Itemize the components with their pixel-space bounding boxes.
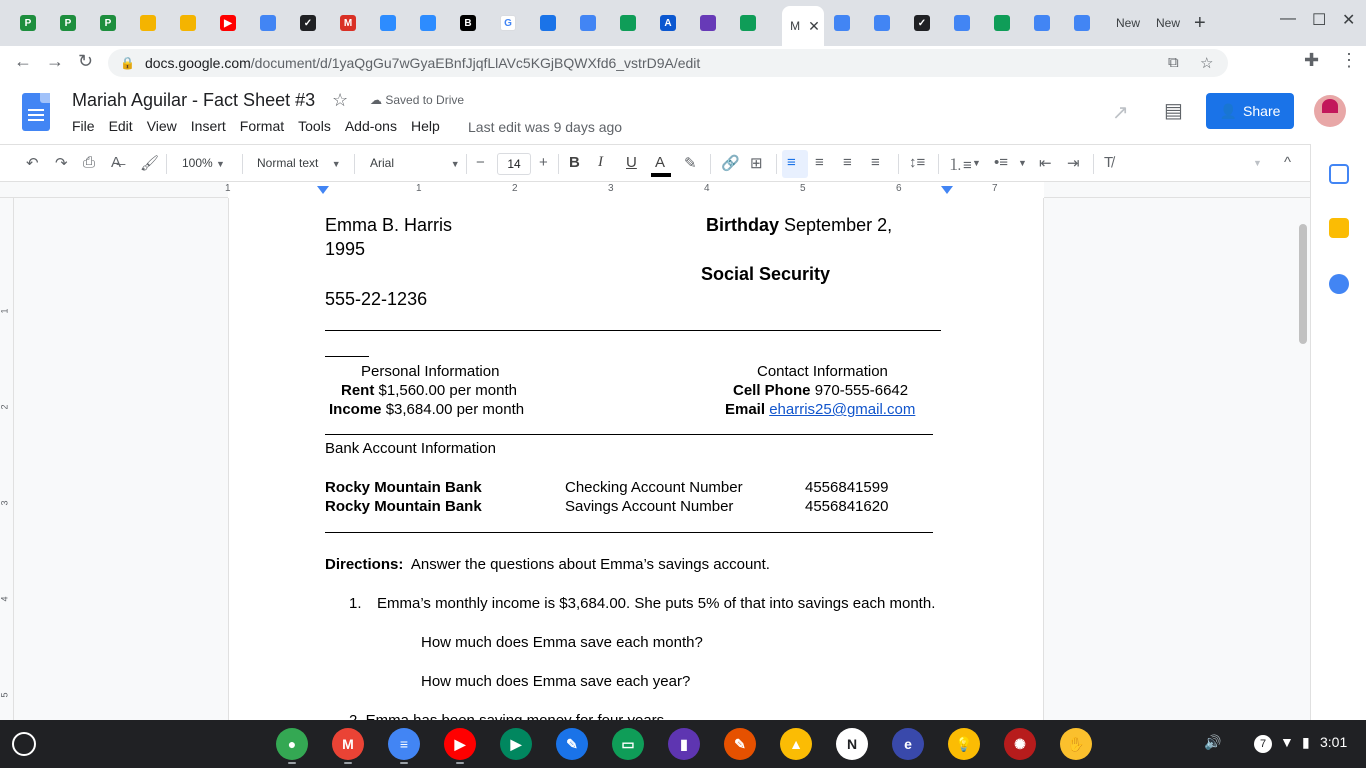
tab-slides-2[interactable] — [176, 8, 200, 38]
menu-tools[interactable]: Tools — [298, 118, 331, 134]
document-title[interactable]: Mariah Aguilar - Fact Sheet #3 — [72, 90, 316, 110]
question-1: Emma’s monthly income is $3,684.00. She puts 5% of that into savings each month. — [377, 595, 936, 612]
question-1a: How much does Emma save each month? — [421, 634, 703, 651]
menu-addons[interactable]: Add-ons — [344, 118, 397, 134]
rent-line: Rent $1,560.00 per month — [341, 382, 517, 399]
ruler-number: 6 — [896, 183, 902, 194]
tab-check[interactable] — [296, 8, 320, 38]
reload-icon[interactable]: ↻ — [78, 51, 94, 71]
email-link[interactable]: eharris25@gmail.com — [769, 401, 916, 418]
notification-count[interactable]: 7 — [1254, 735, 1272, 753]
tab-check-2-favicon-icon: ✓ — [914, 15, 930, 31]
minimize-icon[interactable]: — — [1280, 10, 1296, 27]
tab-new-1[interactable] — [1110, 8, 1146, 38]
tab-docs-3-favicon-icon — [874, 15, 890, 31]
editing-mode-chevron-icon[interactable]: ▼ — [1253, 158, 1262, 168]
extensions-puzzle-icon[interactable]: ✚ — [1304, 50, 1320, 70]
income-line: Income $3,684.00 per month — [329, 401, 525, 418]
horizontal-ruler — [0, 182, 1310, 198]
tab-classroom-3[interactable] — [990, 8, 1014, 38]
menu-view[interactable]: View — [146, 118, 177, 134]
tab-docs-2-favicon-icon — [580, 15, 596, 31]
tab-slides[interactable] — [136, 8, 160, 38]
tab-new-2[interactable] — [1150, 8, 1186, 38]
question-1b: How much does Emma save each year? — [421, 673, 691, 690]
tab-google[interactable] — [496, 8, 520, 38]
close-window-icon[interactable]: ✕ — [1342, 12, 1356, 29]
tab-classroom-2-favicon-icon — [740, 15, 756, 31]
tab-pear[interactable] — [16, 8, 40, 38]
highlight-color-icon[interactable]: ✎ — [684, 155, 697, 172]
ruler-number: 2 — [0, 404, 10, 410]
tab-zoom-2[interactable] — [416, 8, 440, 38]
launcher-icon[interactable] — [12, 732, 36, 756]
comment-icon[interactable]: ▤ — [1164, 100, 1183, 122]
tab-label: New — [1155, 16, 1180, 30]
saved-status: ☁ Saved to Drive — [370, 93, 465, 107]
tab-docs-6-favicon-icon — [1074, 15, 1090, 31]
n-app-icon[interactable]: N — [836, 728, 868, 760]
hand-app-icon[interactable]: ✋ — [1060, 728, 1092, 760]
tasks-icon[interactable] — [1329, 274, 1349, 294]
font-select[interactable]: Arial ▼ — [370, 156, 460, 170]
italic-icon[interactable]: I — [598, 154, 603, 170]
ruler-number: 2 — [512, 183, 518, 194]
tab-pear-3[interactable] — [96, 8, 120, 38]
share-button[interactable]: 👤 Share — [1206, 93, 1294, 129]
tab-strip — [0, 0, 1366, 46]
tab-slides-favicon-icon — [140, 15, 156, 31]
ruler-number: 4 — [0, 596, 10, 602]
tab-check-favicon-icon: ✓ — [300, 15, 316, 31]
audio-icon[interactable]: 🔊 — [1204, 734, 1222, 750]
docs-logo-icon[interactable] — [22, 93, 50, 131]
tab-zoom-2-favicon-icon — [420, 15, 436, 31]
vertical-ruler — [0, 198, 14, 720]
activity-trend-icon[interactable]: ↗ — [1112, 102, 1129, 124]
tab-classroom-3-favicon-icon — [994, 15, 1010, 31]
account-type: Checking Account Number — [565, 479, 743, 496]
chevron-down-icon: ▼ — [450, 159, 460, 169]
print-icon[interactable]: ⎙ — [83, 154, 96, 171]
cell-phone-line: Cell Phone 970-555-6642 — [733, 382, 909, 399]
birthday-year: 1995 — [325, 239, 366, 259]
decrease-indent-icon[interactable]: ⇤ — [1039, 155, 1052, 172]
e-app-icon[interactable]: e — [892, 728, 924, 760]
last-edit-link[interactable]: Last edit was 9 days ago — [468, 119, 623, 135]
keep-icon[interactable] — [1329, 218, 1349, 238]
tab-classroom-favicon-icon — [540, 15, 556, 31]
chevron-down-icon[interactable]: ▼ — [972, 158, 981, 168]
divider-line — [325, 330, 941, 331]
menu-insert[interactable]: Insert — [190, 118, 226, 134]
tab-classroom-2[interactable] — [736, 8, 760, 38]
ruler-number: 3 — [608, 183, 614, 194]
ruler-number: 5 — [0, 692, 10, 698]
tab-pear-favicon-icon: P — [20, 15, 36, 31]
insert-link-icon[interactable]: 🔗 — [721, 155, 740, 172]
pencil-app-icon[interactable]: ✎ — [724, 728, 756, 760]
tab-sheets-favicon-icon — [620, 15, 636, 31]
tab-label: New — [1115, 16, 1140, 30]
tab-active[interactable] — [782, 6, 824, 46]
email-line: Email eharris25@gmail.com — [725, 401, 916, 418]
chevron-down-icon: ▼ — [331, 159, 341, 169]
chrome-app-icon[interactable]: ● — [276, 728, 308, 760]
open-external-icon[interactable]: ⧉ — [1168, 54, 1179, 71]
tab-a[interactable] — [656, 8, 680, 38]
tab-docs-5[interactable] — [1030, 8, 1054, 38]
calendar-icon[interactable] — [1329, 164, 1349, 184]
collapse-menus-icon[interactable]: ^ — [1284, 154, 1292, 171]
running-indicator — [456, 762, 464, 764]
line-spacing-icon[interactable]: ↕≡ — [909, 154, 926, 171]
system-shelf — [0, 720, 1366, 768]
formatting-toolbar — [0, 144, 1310, 182]
tab-edpuzzle-favicon-icon — [834, 15, 850, 31]
ruler-number: 1 — [0, 308, 10, 314]
ruler-number: 3 — [0, 500, 10, 506]
chrome-menu-icon[interactable]: ⋮ — [1340, 50, 1358, 70]
contact-info-header: Contact Information — [757, 363, 888, 380]
tab-b-favicon-icon: B — [460, 15, 476, 31]
document-canvas — [14, 198, 1296, 720]
docs-header — [0, 80, 1366, 144]
menu-help[interactable]: Help — [410, 118, 440, 134]
account-number: 4556841620 — [805, 498, 889, 515]
zoom-select[interactable]: 100% ▼ — [182, 156, 225, 170]
text-color-swatch — [651, 173, 671, 177]
tab-docs-6[interactable] — [1070, 8, 1094, 38]
tab-docs-favicon-icon — [260, 15, 276, 31]
tab-gmail-favicon-icon: M — [340, 15, 356, 31]
text-color-icon[interactable]: A — [655, 154, 666, 171]
menu-bar — [72, 118, 440, 134]
ruler-number: 7 — [992, 183, 998, 194]
tab-forms-favicon-icon — [700, 15, 716, 31]
left-indent-marker[interactable] — [317, 186, 329, 194]
account-type: Savings Account Number — [565, 498, 734, 515]
bank-name: Rocky Mountain Bank — [325, 498, 482, 515]
close-tab-icon[interactable]: ✕ — [808, 17, 820, 34]
bank-name: Rocky Mountain Bank — [325, 479, 482, 496]
birthday-line: Birthday September 2, — [706, 215, 893, 235]
pen-app-icon[interactable]: ✎ — [556, 728, 588, 760]
tab-docs-5-favicon-icon — [1034, 15, 1050, 31]
align-justify-icon[interactable]: ≡ — [871, 154, 880, 171]
account-avatar[interactable] — [1314, 95, 1346, 127]
bookmark-star-icon[interactable]: ☆ — [1200, 55, 1214, 72]
tab-docs-2[interactable] — [576, 8, 600, 38]
document-page[interactable] — [228, 198, 1044, 738]
ruler-number: 1 — [225, 183, 231, 194]
tab-youtube-favicon-icon: ▶ — [220, 15, 236, 31]
personal-info-header: Personal Information — [361, 363, 500, 380]
student-name: Emma B. Harris — [325, 215, 453, 235]
address-bar-row — [0, 46, 1366, 80]
address-bar[interactable] — [108, 49, 1228, 77]
clear-formatting-icon[interactable]: T̸ — [1104, 154, 1114, 171]
play-store-app-icon[interactable]: ▶ — [500, 728, 532, 760]
chevron-down-icon: ▼ — [216, 159, 225, 169]
tab-sheets[interactable] — [616, 8, 640, 38]
running-indicator — [288, 762, 296, 764]
underline-icon[interactable]: U — [626, 154, 637, 171]
chevron-down-icon[interactable]: ▼ — [1018, 158, 1027, 168]
classroom-app-icon[interactable]: ▭ — [612, 728, 644, 760]
gmail-app-icon[interactable]: M — [332, 728, 364, 760]
question-1-number: 1. — [349, 595, 362, 612]
forward-icon[interactable]: → — [46, 51, 64, 71]
tab-pear-2-favicon-icon: P — [60, 15, 76, 31]
style-select[interactable]: Normal text ▼ — [257, 156, 341, 170]
lock-icon: 🔒 — [120, 56, 135, 70]
menu-edit[interactable]: Edit — [108, 118, 133, 134]
right-indent-marker[interactable] — [941, 186, 953, 194]
tab-google-favicon-icon: G — [500, 15, 516, 31]
url-path: /document/d/1yaQgGu7wGyaEBnfJjqfLlAVc5KGjBQWXfd6_vstrD9A/edit — [250, 55, 701, 71]
decrease-font-size-icon[interactable]: − — [476, 154, 485, 171]
tab-docs-4[interactable] — [950, 8, 974, 38]
tab-edpuzzle[interactable] — [830, 8, 854, 38]
ruler-number: 1 — [416, 183, 422, 194]
url-host: docs.google.com — [144, 55, 251, 71]
bank-info-header: Bank Account Information — [325, 440, 496, 457]
undo-icon[interactable]: ↶ — [26, 155, 39, 172]
tab-pear-2[interactable] — [56, 8, 80, 38]
ruler-number: 5 — [800, 183, 806, 194]
clock[interactable]: 3:01 — [1320, 734, 1348, 750]
font-size-input[interactable]: 14 — [497, 153, 531, 175]
tab-docs-3[interactable] — [870, 8, 894, 38]
running-indicator — [400, 762, 408, 764]
cloud-icon: ☁ — [370, 93, 386, 107]
bulleted-list-icon[interactable]: •≡ — [994, 154, 1009, 171]
tab-gmail[interactable] — [336, 8, 360, 38]
menu-format[interactable]: Format — [239, 118, 285, 134]
spellcheck-icon[interactable]: A̶ — [111, 154, 122, 171]
red-app-icon[interactable]: ✺ — [1004, 728, 1036, 760]
add-comment-icon[interactable]: ⊞ — [750, 155, 763, 172]
tab-forms[interactable] — [696, 8, 720, 38]
tab-b[interactable] — [456, 8, 480, 38]
book-app-icon[interactable]: ▮ — [668, 728, 700, 760]
account-number: 4556841599 — [805, 479, 889, 496]
redo-icon[interactable]: ↷ — [55, 155, 68, 172]
increase-indent-icon[interactable]: ⇥ — [1067, 155, 1080, 172]
bold-icon[interactable]: B — [569, 154, 580, 171]
side-panel — [1310, 144, 1366, 720]
running-indicator — [344, 762, 352, 764]
align-center-icon[interactable]: ≡ — [815, 154, 824, 171]
tab-docs-4-favicon-icon — [954, 15, 970, 31]
align-left-icon[interactable]: ≡ — [787, 154, 796, 171]
menu-file[interactable]: File — [72, 118, 95, 134]
align-right-icon[interactable]: ≡ — [843, 154, 852, 171]
ssn-value: 555-22-1236 — [325, 289, 428, 309]
tab-a-favicon-icon: A — [660, 15, 676, 31]
drive-app-icon[interactable]: ▲ — [780, 728, 812, 760]
scrollbar-thumb[interactable] — [1299, 224, 1307, 344]
battery-icon[interactable]: ▮ — [1302, 734, 1310, 750]
tab-youtube[interactable] — [216, 8, 240, 38]
increase-font-size-icon[interactable]: + — [539, 154, 548, 171]
docs-app-icon[interactable]: ≡ — [388, 728, 420, 760]
tab-check-2[interactable] — [910, 8, 934, 38]
star-icon[interactable]: ☆ — [332, 90, 349, 110]
youtube-app-icon[interactable]: ▶ — [444, 728, 476, 760]
back-icon[interactable]: ← — [14, 51, 32, 71]
tab-slides-2-favicon-icon — [180, 15, 196, 31]
keep-app-icon[interactable]: 💡 — [948, 728, 980, 760]
ruler-number: 4 — [704, 183, 710, 194]
wifi-icon[interactable]: ▼ — [1280, 734, 1294, 750]
vertical-scrollbar[interactable] — [1296, 198, 1310, 720]
tab-classroom[interactable] — [536, 8, 560, 38]
tab-zoom[interactable] — [376, 8, 400, 38]
tab-pear-3-favicon-icon: P — [100, 15, 116, 31]
paint-format-icon[interactable]: 🖌 — [140, 155, 160, 172]
numbered-list-icon[interactable]: ⒈≡ — [948, 157, 972, 174]
ssn-label: Social Security — [701, 264, 831, 284]
tab-docs[interactable] — [256, 8, 280, 38]
directions: Directions: Answer the questions about Emma’s savings account. — [325, 556, 770, 573]
active-tab-title: M — [790, 19, 801, 33]
maximize-icon[interactable]: ☐ — [1312, 12, 1327, 29]
person-add-icon: 👤 — [1219, 102, 1238, 119]
divider-line — [325, 356, 369, 357]
divider-line — [325, 434, 933, 435]
new-tab-button[interactable]: + — [1194, 12, 1206, 34]
tab-zoom-favicon-icon — [380, 15, 396, 31]
divider-line — [325, 532, 933, 533]
